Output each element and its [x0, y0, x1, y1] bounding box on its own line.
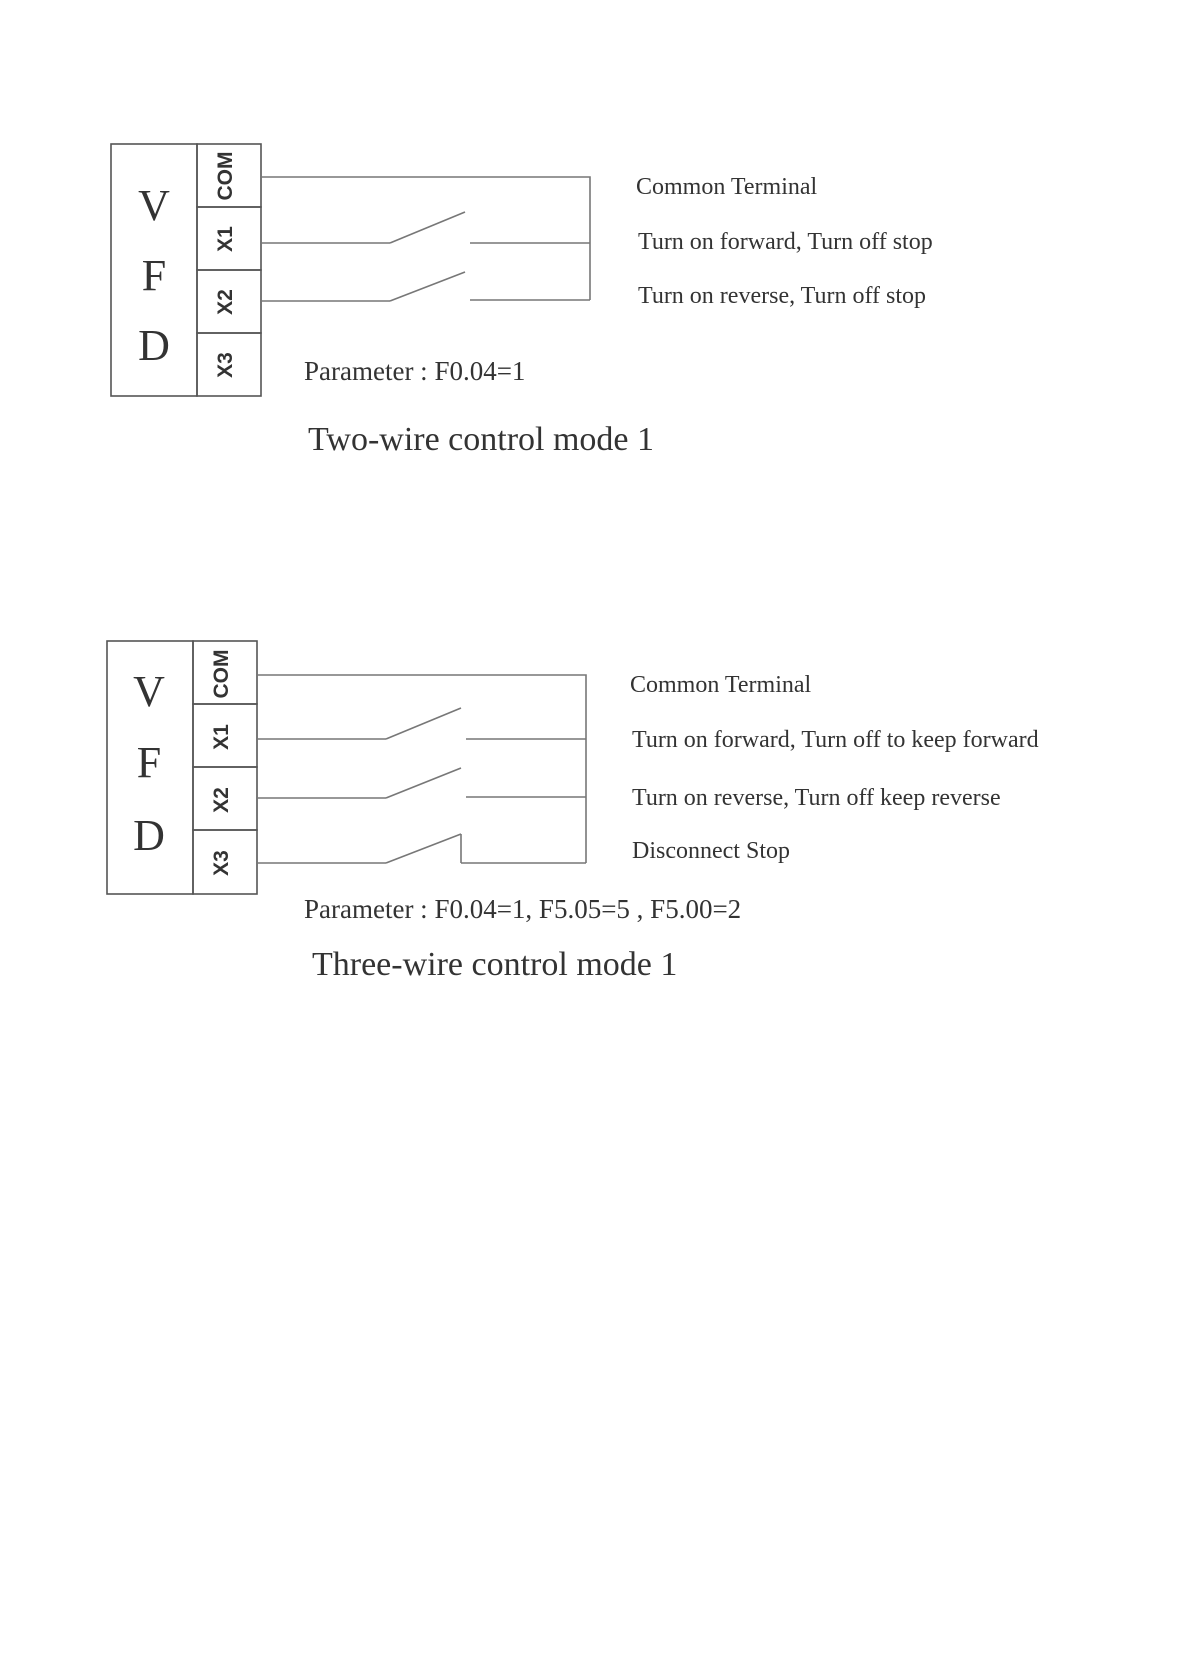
x1-switch-blade [386, 708, 461, 739]
description-forward: Turn on forward, Turn off stop [638, 229, 933, 255]
description-forward: Turn on forward, Turn off to keep forward [632, 727, 1039, 753]
description-common: Common Terminal [636, 174, 818, 200]
diagram-caption: Two-wire control mode 1 [308, 421, 655, 458]
diagram-caption: Three-wire control mode 1 [312, 946, 678, 983]
vfd-letter-f: F [141, 251, 167, 300]
parameter-label: Parameter : F0.04=1, F5.05=5 , F5.00=2 [304, 894, 742, 924]
description-reverse: Turn on reverse, Turn off keep reverse [632, 785, 1001, 811]
terminal-strip [193, 641, 257, 894]
terminal-com-label: COM [214, 151, 237, 201]
terminal-strip [197, 144, 261, 396]
x1-switch-blade [390, 212, 465, 243]
description-common: Common Terminal [630, 672, 812, 698]
vfd-letter-d: D [138, 321, 170, 370]
vfd-letter-f: F [136, 738, 162, 787]
two-wire-diagram [111, 144, 933, 458]
parameter-label: Parameter : F0.04=1 [304, 356, 526, 386]
wiring [257, 675, 586, 863]
common-wire [261, 177, 590, 300]
vfd-letter-v: V [138, 181, 170, 230]
terminal-x2-label: X2 [214, 289, 237, 315]
vfd-letter-d: D [133, 811, 165, 860]
vfd-letter-v: V [133, 667, 165, 716]
three-wire-diagram [107, 641, 1039, 983]
terminal-x3-label: X3 [214, 352, 237, 378]
common-wire [257, 675, 586, 863]
terminal-x2-label: X2 [210, 787, 233, 813]
terminal-x3-label: X3 [210, 850, 233, 876]
description-stop: Disconnect Stop [632, 838, 790, 864]
x3-switch-blade [386, 834, 461, 863]
terminal-com-label: COM [210, 649, 233, 699]
description-reverse: Turn on reverse, Turn off stop [638, 283, 927, 309]
terminal-x1-label: X1 [214, 226, 237, 252]
x2-switch-blade [390, 272, 465, 301]
terminal-x1-label: X1 [210, 724, 233, 750]
wiring [261, 177, 590, 301]
x2-switch-blade [386, 768, 461, 798]
